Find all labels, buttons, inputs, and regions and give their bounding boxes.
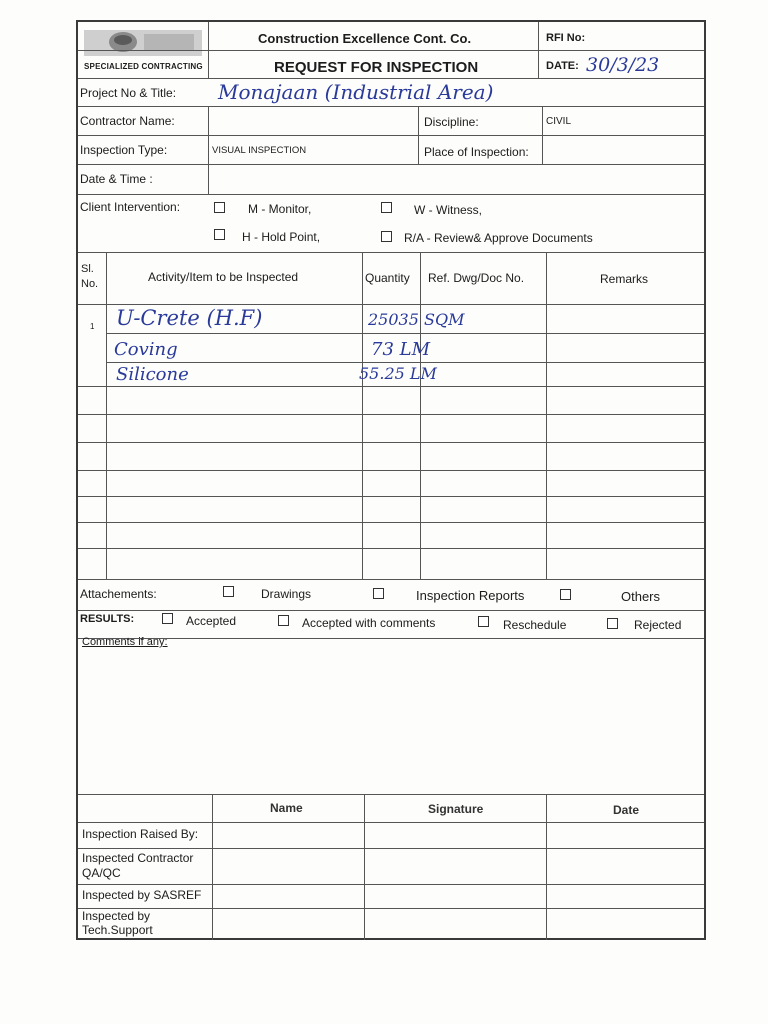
signoff-row-contractor: Inspected Contractor QA/QC — [82, 851, 194, 880]
drawings-checkbox[interactable] — [223, 586, 234, 597]
drawings-option: Drawings — [261, 587, 312, 601]
quantity-header: Quantity — [365, 271, 410, 285]
hold-point-option: H - Hold Point, — [242, 230, 321, 244]
row-1-quantity: 25035 SQM — [368, 310, 465, 329]
datetime-label: Date & Time : — [80, 172, 153, 186]
monitor-checkbox[interactable] — [214, 202, 225, 213]
date-value: 30/3/23 — [586, 54, 660, 76]
row-1-sl: 1 — [90, 322, 95, 331]
review-approve-option: R/A - Review& Approve Documents — [404, 231, 593, 245]
review-approve-checkbox[interactable] — [381, 231, 392, 242]
contractor-label: Contractor Name: — [80, 114, 175, 128]
discipline-value: CIVIL — [546, 116, 572, 127]
results-label: RESULTS: — [80, 613, 135, 625]
inspection-type-label: Inspection Type: — [80, 143, 168, 157]
activity-header: Activity/Item to be Inspected — [148, 270, 299, 284]
witness-checkbox[interactable] — [381, 202, 392, 213]
client-intervention-label: Client Intervention: — [80, 200, 181, 214]
accepted-with-comments-checkbox[interactable] — [278, 615, 289, 626]
row-3-quantity: 55.25 LM — [359, 364, 437, 383]
reschedule-checkbox[interactable] — [478, 616, 489, 627]
project-label: Project No & Title: — [80, 86, 177, 100]
discipline-label: Discipline: — [424, 115, 479, 129]
accepted-option: Accepted — [186, 614, 237, 628]
reschedule-option: Reschedule — [503, 618, 567, 632]
accepted-with-comments-option: Accepted with comments — [302, 616, 436, 630]
accepted-checkbox[interactable] — [162, 613, 173, 624]
company-logo — [78, 22, 208, 76]
row-2-activity: Coving — [114, 339, 178, 360]
place-label: Place of Inspection: — [424, 145, 529, 159]
date-header: Date — [613, 803, 640, 817]
rfi-form — [76, 20, 706, 940]
row-1-activity: U-Crete (H.F) — [116, 306, 263, 330]
signoff-row-tech-support: Inspected by Tech.Support — [82, 909, 153, 937]
company-name: Construction Excellence Cont. Co. — [258, 31, 472, 46]
monitor-option: M - Monitor, — [248, 202, 312, 216]
signoff-row-raised: Inspection Raised By: — [82, 827, 199, 841]
sl-no-header: Sl. No. — [81, 263, 99, 290]
comments-label: Comments if any: — [82, 636, 168, 648]
project-value: Monajaan (Industrial Area) — [218, 80, 494, 104]
witness-option: W - Witness, — [414, 203, 482, 217]
others-option: Others — [621, 589, 661, 604]
ref-header: Ref. Dwg/Doc No. — [428, 271, 525, 285]
others-checkbox[interactable] — [560, 589, 571, 600]
inspection-type-value: VISUAL INSPECTION — [212, 145, 307, 156]
row-2-quantity: 73 LM — [371, 339, 431, 360]
form-title: REQUEST FOR INSPECTION — [274, 59, 479, 76]
rfi-no-label: RFI No: — [546, 32, 586, 44]
rejected-option: Rejected — [634, 618, 682, 632]
name-header: Name — [270, 801, 303, 815]
signature-header: Signature — [428, 802, 484, 816]
row-3-activity: Silicone — [116, 364, 189, 385]
attachments-label: Attachements: — [80, 587, 157, 601]
rejected-checkbox[interactable] — [607, 618, 618, 629]
date-label: DATE: — [546, 60, 579, 72]
inspection-reports-checkbox[interactable] — [373, 588, 384, 599]
hold-point-checkbox[interactable] — [214, 229, 225, 240]
remarks-header: Remarks — [600, 272, 649, 286]
logo-tagline: SPECIALIZED CONTRACTING — [84, 62, 203, 71]
inspection-reports-option: Inspection Reports — [416, 588, 525, 603]
signoff-row-sasref: Inspected by SASREF — [82, 888, 202, 902]
